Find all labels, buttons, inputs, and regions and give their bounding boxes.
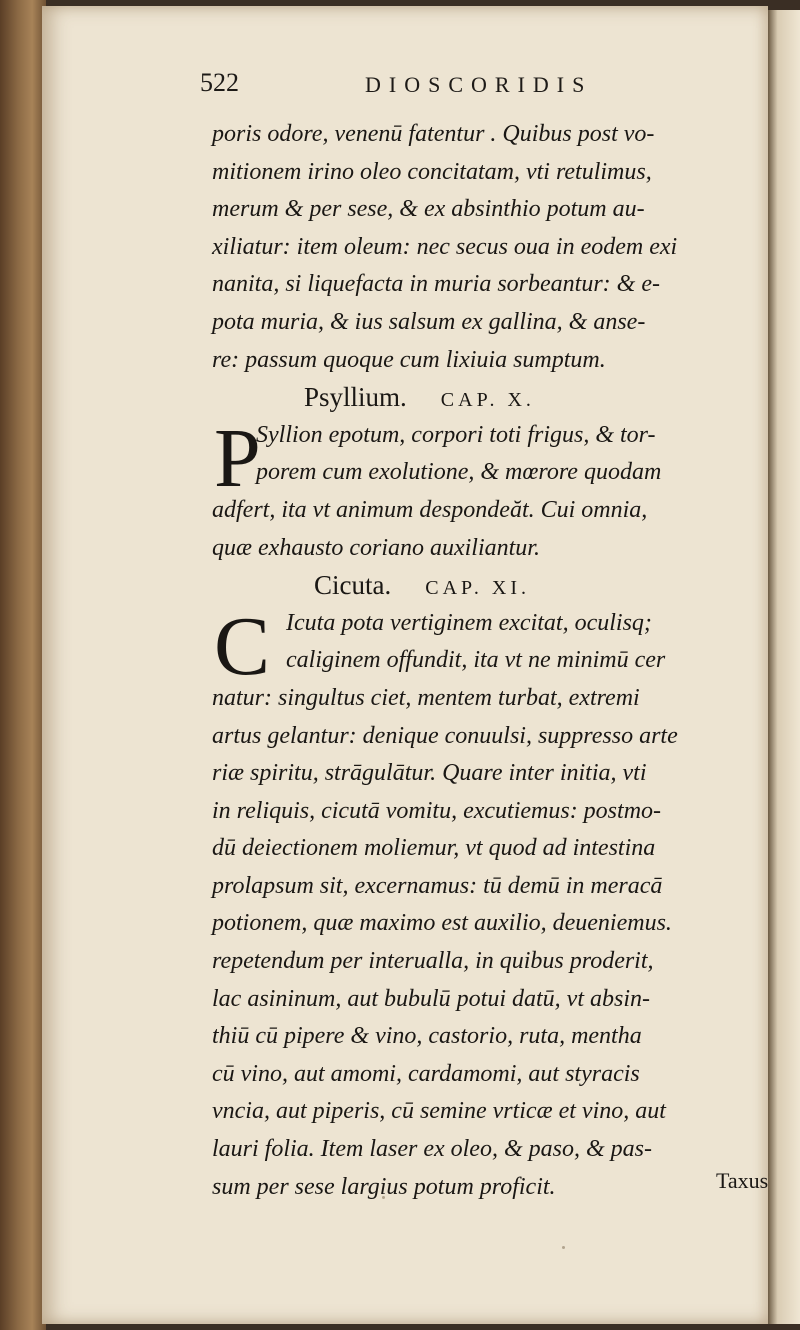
text-line: re: passum quoque cum lixiuia sumptum. <box>212 346 606 373</box>
running-head <box>200 68 630 104</box>
running-head-title: DIOSCORIDIS <box>365 72 593 97</box>
chapter-label: CAP. XI. <box>425 577 531 600</box>
text-line: xiliatur: item oleum: nec secus oua in eodem exi <box>212 233 678 260</box>
text-line: dū deiectionem moliemur, vt quod ad intestina <box>212 835 656 862</box>
text-line: lac asininum, aut bubulū potui datū, vt absin- <box>212 985 650 1012</box>
folio-number: 522 <box>200 68 239 97</box>
catchword: Taxus <box>716 1168 769 1193</box>
paper-speck <box>562 1246 565 1249</box>
section-title: Cicuta. <box>314 570 392 601</box>
text-line: mitionem irino oleo concitatam, vti retulimus, <box>212 158 652 185</box>
text-line: porem cum exolutione, & mœrore quodam <box>256 459 662 486</box>
text-line: pota muria, & ius salsum ex gallina, & anse- <box>212 308 646 335</box>
text-line: in reliquis, cicutā vomitu, excutiemus: postmo- <box>212 797 662 824</box>
text-line: adfert, ita vt animum despondeăt. Cui omnia, <box>212 496 648 523</box>
adjacent-page-edge <box>768 10 800 1324</box>
text-line: poris odore, venenū fatentur . Quibus post vo- <box>212 121 655 147</box>
text-line: cū vino, aut amomi, cardamomi, aut styracis <box>212 1060 640 1087</box>
text-line: vncia, aut piperis, cū semine vrticæ et vino, aut <box>212 1098 666 1125</box>
drop-cap: C <box>214 599 271 693</box>
text-line: thiū cū pipere & vino, castorio, ruta, mentha <box>212 1023 642 1050</box>
section-heading-psyllium <box>212 379 760 417</box>
text-line: quæ exhausto coriano auxiliantur. <box>212 534 540 561</box>
book-spine <box>0 0 46 1330</box>
chapter-label: CAP. X. <box>440 389 535 412</box>
text-line: riæ spiritu, strāgulātur. Quare inter initia, vti <box>212 760 647 787</box>
text-line: Icuta pota vertiginem excitat, oculisq; <box>286 609 652 636</box>
text-line: lauri folia. Item laser ex oleo, & paso, & pas- <box>212 1136 652 1163</box>
text-line: Syllion epotum, corpori toti frigus, & tor- <box>256 421 656 448</box>
text-line: nanita, si liquefacta in muria sorbeantur: & e- <box>212 271 660 298</box>
drop-cap: P <box>214 411 261 505</box>
text-line: natur: singultus ciet, mentem turbat, extremi <box>212 684 640 711</box>
text-line: merum & per sese, & ex absinthio potum au- <box>212 196 645 223</box>
text-line: repetendum per interualla, in quibus proderit, <box>212 948 654 975</box>
text-line: potionem, quæ maximo est auxilio, deueniemus. <box>212 910 672 937</box>
section-body-psyllium <box>212 411 760 567</box>
text-line: sum per sese largius potum proficit. <box>212 1173 556 1200</box>
text-line: caliginem offundit, ita vt ne minimū cer <box>286 647 666 674</box>
text-block <box>212 116 760 1206</box>
section-heading-cicuta <box>212 567 760 605</box>
text-line: prolapsum sit, excernamus: tū demū in meracā <box>212 872 663 899</box>
section-title: Psyllium. <box>304 382 407 413</box>
text-line: artus gelantur: denique conuulsi, suppresso arte <box>212 722 678 749</box>
section-body-cicuta <box>212 599 760 1207</box>
